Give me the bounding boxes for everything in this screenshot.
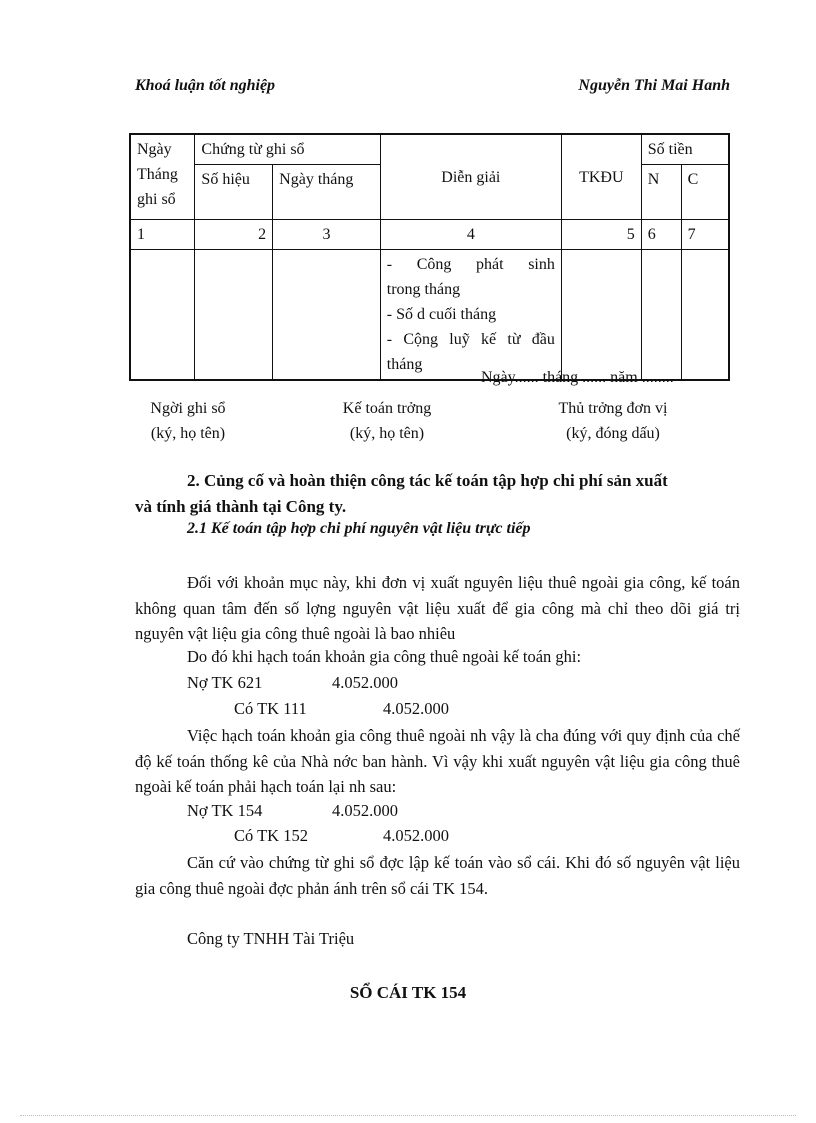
entry-1-credit-label: Có TK 111 xyxy=(234,699,307,718)
desc-line: trong tháng xyxy=(386,281,461,298)
body-cell xyxy=(195,250,273,381)
header-credit-cell: C xyxy=(681,165,729,220)
signature-recorder xyxy=(128,396,248,446)
body-cell xyxy=(641,250,681,381)
index-cell: 4 xyxy=(380,220,561,250)
paragraph-1: Đối với khoản mục này, khi đơn vị xuất nguyên liệu thuê ngoài gia công, kế toán không quan tâm đến số lợng nguyên vật liệu xuất để gia công mà chỉ theo dõi giá trị nguyên vật liệu gia công thuê ngoài là bao nhiêu xyxy=(135,573,740,643)
desc-line: - Cộng luỹ kế từ đầu xyxy=(386,331,555,348)
signature-note: (ký, đóng dấu) xyxy=(566,425,660,442)
description-body-cell xyxy=(380,250,561,381)
entry-1-debit-amount: 4.052.000 xyxy=(332,673,398,692)
index-cell: 3 xyxy=(273,220,381,250)
header-author-name: Nguyễn Thi Mai Hanh xyxy=(578,77,730,94)
signature-title: Ngời ghi sổ xyxy=(150,400,226,417)
signature-note: (ký, họ tên) xyxy=(150,425,226,442)
signature-title: Kế toán trởng xyxy=(342,400,432,417)
header-thesis-title: Khoá luận tốt nghiệp xyxy=(135,77,276,94)
entry-2-credit-amount: 4.052.000 xyxy=(383,826,449,845)
signature-note: (ký, họ tên) xyxy=(349,425,425,442)
desc-line: - Công phát sinh xyxy=(386,256,555,273)
signature-chief-accountant xyxy=(322,396,452,446)
page-bottom-divider xyxy=(20,1115,796,1116)
index-cell: 6 xyxy=(641,220,681,250)
paragraph-4: Căn cứ vào chứng từ ghi sổ đợc lập kế toán vào sổ cái. Khi đó số nguyên vật liệu gia công thuê ngoài đợc phản ánh trên sổ cái TK 154. xyxy=(135,853,740,898)
ledger-title: SỔ CÁI TK 154 xyxy=(349,983,467,1002)
header-description-cell: Diễn giải xyxy=(380,134,561,220)
company-name: Công ty TNHH Tài Triệu xyxy=(187,929,355,948)
section-2-1-heading: 2.1 Kế toán tập hợp chi phí nguyên vật liệu trực tiếp xyxy=(187,520,531,537)
entry-2-credit-label: Có TK 152 xyxy=(234,826,308,845)
body-cell xyxy=(681,250,729,381)
entry-2-debit-amount: 4.052.000 xyxy=(332,801,398,820)
index-cell: 5 xyxy=(561,220,641,250)
desc-line: - Số d cuối tháng xyxy=(386,306,497,323)
signature-unit-head xyxy=(538,396,688,446)
header-date-cell: Ngày Tháng ghi sổ xyxy=(130,134,195,220)
header-voucher-date-cell: Ngày tháng xyxy=(273,165,381,220)
body-cell xyxy=(273,250,381,381)
desc-line: tháng xyxy=(386,356,423,373)
body-cell xyxy=(130,250,195,381)
header-voucher-cell: Chứng từ ghi sổ xyxy=(195,134,380,165)
section-2-heading: 2. Củng cố và hoàn thiện công tác kế toán tập hợp chi phí sản xuất và tính giá thành tại Công ty. xyxy=(135,471,668,516)
header-amount-cell: Số tiền xyxy=(641,134,729,165)
ledger-template-table xyxy=(129,133,730,381)
entry-2-debit-label: Nợ TK 154 xyxy=(187,801,263,820)
body-cell xyxy=(561,250,641,381)
entry-1-debit-label: Nợ TK 621 xyxy=(187,673,263,692)
signature-title: Thủ trởng đơn vị xyxy=(558,400,668,417)
paragraph-2: Do đó khi hạch toán khoản gia công thuê ngoài kế toán ghi: xyxy=(187,647,582,666)
header-account-cell: TKĐU xyxy=(561,134,641,220)
index-cell: 1 xyxy=(130,220,195,250)
header-voucher-no-cell: Số hiệu xyxy=(195,165,273,220)
index-cell: 7 xyxy=(681,220,729,250)
date-line: Ngày...... tháng ...... năm ........ xyxy=(481,369,674,386)
index-cell: 2 xyxy=(195,220,273,250)
header-debit-cell: N xyxy=(641,165,681,220)
paragraph-3: Việc hạch toán khoản gia công thuê ngoài nh vậy là cha đúng với quy định của chế độ kế toán thống kê của Nhà nớc ban hành. Vì vậy khi xuất nguyên vật liệu gia công thuê ngoài kế toán phải hạch toán lại nh sau: xyxy=(135,726,740,796)
entry-1-credit-amount: 4.052.000 xyxy=(383,699,449,718)
